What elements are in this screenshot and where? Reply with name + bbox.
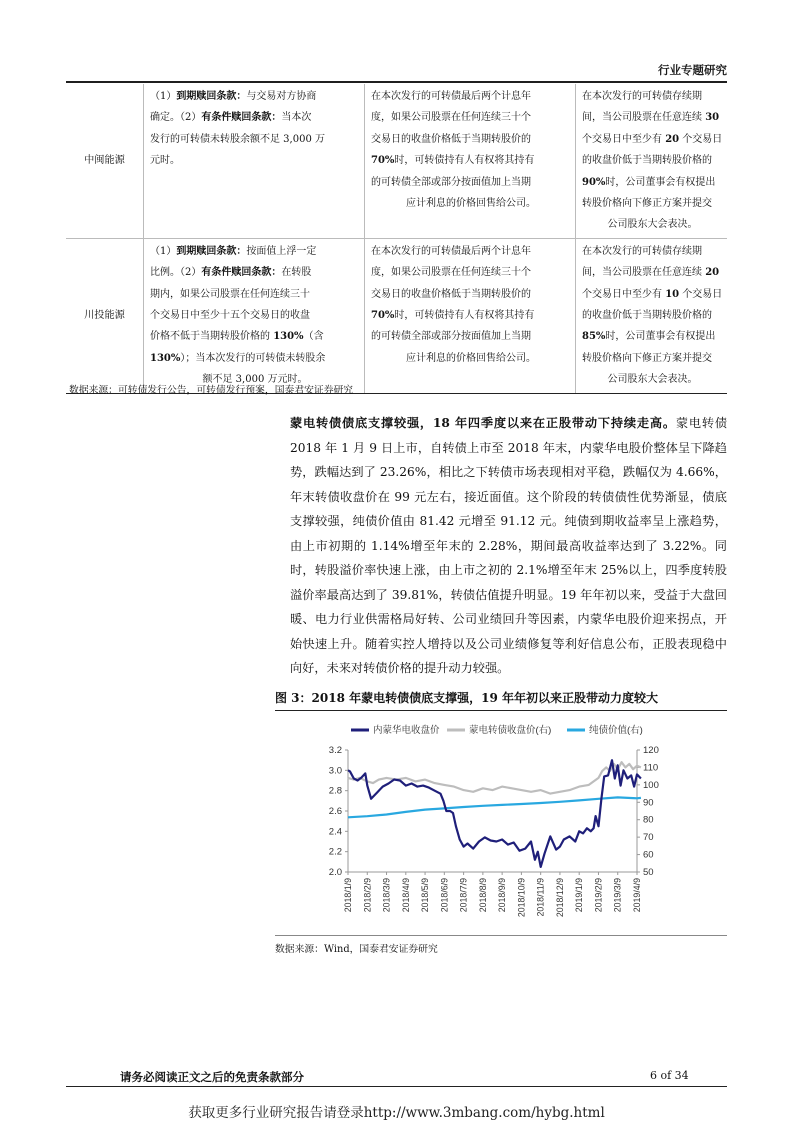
y2-tick-label: 110 — [643, 762, 659, 774]
y-tick-label: 2.6 — [328, 806, 342, 817]
paragraph-lead: 蒙电转债债底支撑较强，18 年四季度以来在正股带动下持续走高。 — [290, 416, 676, 430]
figure-divider — [275, 935, 727, 936]
putback-cell: 在本次发行的可转债最后两个计息年 度，如果公司股票在任何连续三十个 交易日的收盘价格低于当期转股价的 70%时，可转债持有人有权将其持有 的可转债全部或部分按面值加上当期 应计利息的价格回售给公司。 — [365, 238, 576, 393]
y-tick-label: 2.2 — [328, 846, 342, 858]
body-paragraph — [290, 411, 727, 681]
x-tick-label: 2019/1/9 — [574, 878, 585, 913]
y2-tick-label: 120 — [643, 745, 659, 756]
legend-label: 内蒙华电收盘价 — [373, 725, 440, 736]
x-tick-label: 2018/7/9 — [458, 878, 469, 913]
header-title: 行业专题研究 — [658, 63, 727, 77]
y-tick-label: 3.2 — [328, 745, 342, 756]
terms-table — [66, 84, 727, 394]
y2-tick-label: 70 — [643, 832, 654, 844]
y2-tick-label: 90 — [643, 797, 654, 809]
x-tick-label: 2018/4/9 — [400, 878, 411, 913]
figure-divider — [275, 710, 727, 711]
x-tick-label: 2018/3/9 — [381, 878, 392, 913]
x-tick-label: 2018/11/9 — [535, 878, 546, 917]
company-name: 中闽能源 — [66, 84, 144, 238]
x-tick-label: 2018/1/9 — [343, 878, 353, 913]
table-row — [66, 238, 727, 393]
y-tick-label: 2.0 — [328, 867, 342, 878]
footer-divider — [66, 1086, 727, 1087]
revision-cell: 在本次发行的可转债存续期 间，当公司股票在任意连续 20 个交易日中至少有 10 个交易日 的收盘价低于当期转股价格的 85%时，公司董事会有权提出 转股价格向下修正方案并提交 公司股东大会表决。 — [576, 238, 728, 393]
redemption-cell: （1）到期赎回条款：按面值上浮一定 比例。（2）有条件赎回条款：在转股 期内，如果公司股票在任何连续三十 个交易日中至少十五个交易日的收盘 价格不低于当期转股价格的 130%（含 130%）；当本次发行的可转债未转股余 额不足 3,000 万元时。 — [144, 238, 365, 393]
revision-cell: 在本次发行的可转债存续期 间，当公司股票在任意连续 30 个交易日中至少有 20 个交易日 的收盘价低于当期转股价格的 90%时，公司董事会有权提出 转股价格向下修正方案并提交 公司股东大会表决。 — [576, 84, 728, 238]
putback-cell: 在本次发行的可转债最后两个计息年 度，如果公司股票在任何连续三十个 交易日的收盘价格低于当期转股价的 70%时，可转债持有人有权将其持有 的可转债全部或部分按面值加上当期 应计利息的价格回售给公司。 — [365, 84, 576, 238]
legend-label: 纯债价值(右) — [589, 725, 643, 736]
y2-tick-label: 100 — [643, 779, 659, 791]
figure-title: 图 3：2018 年蒙电转债债底支撑强，19 年年初以来正股带动力度较大 — [275, 691, 658, 705]
x-tick-label: 2018/5/9 — [420, 878, 431, 913]
x-tick-label: 2018/10/9 — [516, 878, 527, 918]
table-source: 数据来源：可转债发行公告，可转债发行预案，国泰君安证券研究 — [69, 385, 354, 396]
y-tick-label: 3.0 — [328, 765, 342, 777]
y2-tick-label: 60 — [643, 849, 654, 861]
legend-label: 蒙电转债收盘价(右) — [469, 725, 552, 736]
line-chart — [275, 712, 727, 934]
footer-link[interactable]: 获取更多行业研究报告请登录http://www.3mbang.com/hybg.html — [188, 1105, 605, 1121]
company-name: 川投能源 — [66, 238, 144, 393]
y-tick-label: 2.4 — [328, 826, 342, 838]
paragraph-body: 蒙电转债 2018 年 1 月 9 日上市，自转债上市至 2018 年末，内蒙华电股价整体呈下降趋势，跌幅达到了 23.26%，相比之下转债市场表现相对平稳，跌幅仅为 4.66%，年末转债收盘价在 99 元左右，接近面值。这个阶段的转债债性优势渐显，债底支撑较强，纯债价值由 81.42 元增至 91.12 元。纯债到期收益率呈上涨趋势，由上市初期的 1.14%增至年末的 2.28%，期间最高收益率达到了 3.22%。同时，转股溢价率快速上涨，由上市之初的 2.1%增至年末 25%以上，四季度转股溢价率最高达到了 39.81%，转债估值提升明显。19 年年初以来，受益于大盘回暖、电力行业供需格局好转、公司业绩回升等因素，内蒙华电股价迎来拐点，开始快速上升。随着实控人增持以及公司业绩修复等利好信息公布，正股表现稳中向好，未来对转债价格的提升动力较强。 — [290, 416, 728, 675]
x-tick-label: 2018/8/9 — [477, 878, 488, 913]
header-divider — [66, 81, 727, 83]
x-tick-label: 2018/6/9 — [439, 878, 450, 913]
x-tick-label: 2019/4/9 — [632, 878, 642, 913]
x-tick-label: 2018/12/9 — [554, 878, 565, 918]
series-line — [348, 797, 641, 817]
x-tick-label: 2019/3/9 — [612, 878, 623, 913]
y2-tick-label: 80 — [643, 814, 654, 826]
x-tick-label: 2019/2/9 — [593, 878, 604, 913]
table-row — [66, 84, 727, 238]
page-number: 6 of 34 — [650, 1069, 689, 1082]
y2-tick-label: 50 — [643, 867, 654, 878]
x-tick-label: 2018/9/9 — [497, 878, 508, 913]
x-tick-label: 2018/2/9 — [362, 878, 373, 913]
series-line — [348, 762, 641, 793]
y-tick-label: 2.8 — [328, 785, 342, 797]
redemption-cell: （1）到期赎回条款：与交易对方协商 确定。（2）有条件赎回条款：当本次 发行的可转债未转股余额不足 3,000 万 元时。 — [144, 84, 365, 238]
footer-disclaimer: 请务必阅读正文之后的免责条款部分 — [120, 1070, 304, 1084]
figure-source: 数据来源：Wind，国泰君安证券研究 — [275, 944, 438, 955]
